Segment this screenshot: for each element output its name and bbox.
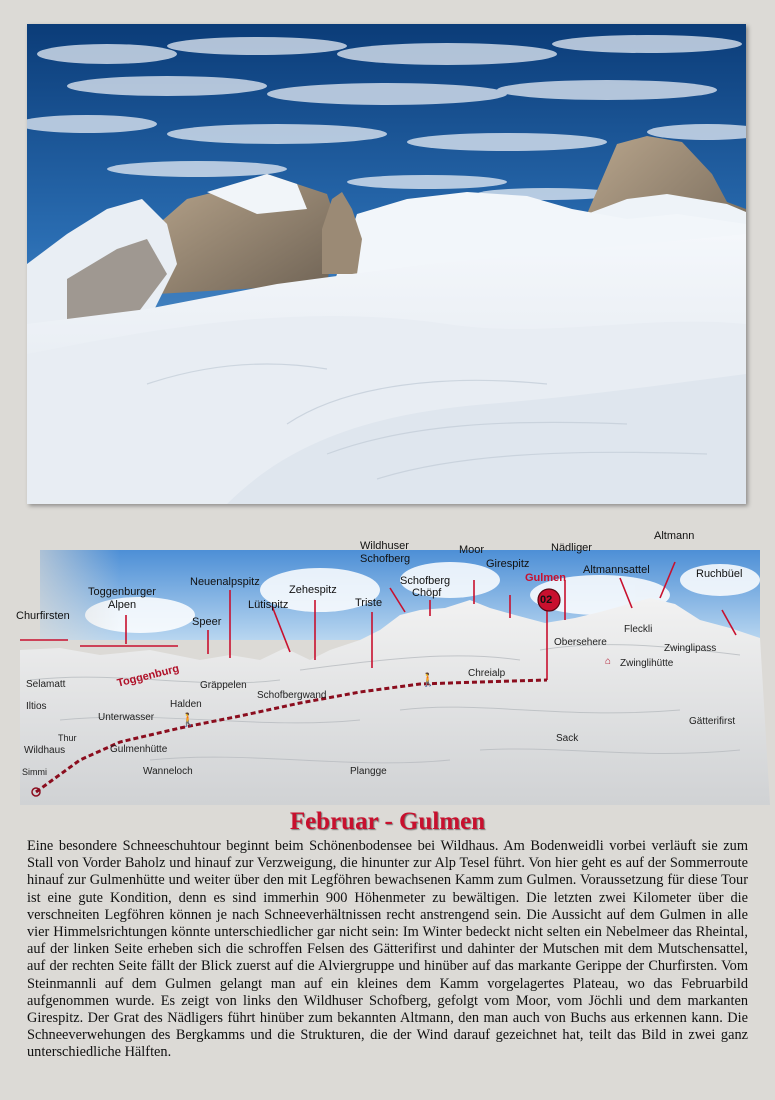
label-halden: Halden xyxy=(170,699,202,710)
route-panorama-map xyxy=(0,520,775,805)
label-obersehere: Obersehere xyxy=(554,637,607,648)
label-wildhuser-schofberg-line2: Schofberg xyxy=(360,553,411,565)
label-schofberg-choepf-line2: Chöpf xyxy=(412,587,442,599)
label-naedliger: Nädliger xyxy=(551,542,592,554)
label-graeppelen: Gräppelen xyxy=(200,680,247,691)
label-gulmenhuette: Gulmenhütte xyxy=(110,744,168,755)
label-toggenburger-alpen-line1: Toggenburger xyxy=(88,586,156,598)
label-luetispitz: Lütispitz xyxy=(248,599,289,611)
label-gaetterifirst: Gätterifirst xyxy=(689,716,736,727)
label-altmannsattel: Altmannsattel xyxy=(583,564,650,576)
label-moor: Moor xyxy=(459,544,485,556)
label-wildhuser-schofberg-line1: Wildhuser xyxy=(360,540,409,552)
label-sack: Sack xyxy=(556,733,579,744)
label-toggenburg: Toggenburg xyxy=(116,662,181,690)
label-zwinglihuette: Zwinglihütte xyxy=(620,658,674,669)
label-chreialp: Chreialp xyxy=(468,668,506,679)
label-neuenalpspitz: Neuenalpspitz xyxy=(190,576,260,588)
hut-icon: ⌂ xyxy=(605,656,612,667)
label-iltios: Iltios xyxy=(26,701,47,712)
label-churfirsten: Churfirsten xyxy=(16,610,70,622)
label-fleckli: Fleckli xyxy=(624,624,653,635)
label-unterwasser: Unterwasser xyxy=(98,712,155,723)
article-body: Eine besondere Schneeschuhtour beginnt beim Schönenbodensee bei Wildhaus. Am Bodenweidli vorbei verläuft sie zum Stall von Vorder Baholz und hinauf zur Verzweigung, die hinunter zur Alp Tesel führt. Von hier geht es auf der Sommerroute hinauf zur Gulmenhütte und weiter über den mit Legföhren bewachsenen Kamm zum Gulmen. Voraussetzung für diese Tour ist eine gute Kondition, denn es sind immerhin 900 Höhenmeter zu bewältigen. Die letzten zwei Kilometer über die verschneiten Legföhren können je nach Schneeverhältnissen recht anstrengend sein. Die Aussicht auf dem Gulmen in alle vier Himmelsrichtungen könnte unterschiedlicher gar nicht sein: Im Winter bedeckt nicht selten ein Nebelmeer das Rheintal, auf der linken Seite erheben sich die schroffen Felsen des Gätterifirst und dahinter der Mutschen mit dem Mutschensattel, auf der rechten Seite fällt der Blick zuerst auf die Alviergruppe und hinüber auf das markante Gerippe der Churfirsten. Vom Steinmannli auf dem Gulmen gelangt man auf ein kleines dem Kamm vorgelagertes Plateau, wo das Februarbild aufgenommen wurde. Es zeigt von links den Wildhuser Schofberg, gefolgt vom Moor, vom Jöchli und dem markanten Girespitz. Der Grat des Nädligers führt hinüber zum bekannten Altmann, den man auch von Buchs aus erkennen kann. Die Schneeverwehungen des Bergkamms und die Strukturen, die der Wind darauf gezeichnet hat, teilt das Bild in zwei ganz unterschiedliche Hälften. xyxy=(27,838,748,1061)
label-zehespitz: Zehespitz xyxy=(289,584,337,596)
label-thur: Thur xyxy=(58,733,77,743)
label-toggenburger-alpen-line2: Alpen xyxy=(108,599,137,611)
article-title: Februar - Gulmen xyxy=(289,808,486,835)
label-plangge: Plangge xyxy=(350,766,387,777)
hiker-icon: 🚶 xyxy=(180,712,197,727)
gulmen-badge: 02 xyxy=(540,594,553,606)
label-zwinglipass: Zwinglipass xyxy=(664,643,717,654)
label-selamatt: Selamatt xyxy=(26,679,66,690)
label-simmi: Simmi xyxy=(22,767,47,777)
label-schofbergwand: Schofbergwand xyxy=(257,690,327,701)
label-wildhaus: Wildhaus xyxy=(24,745,66,756)
label-wanneloch: Wanneloch xyxy=(143,766,193,777)
label-triste: Triste xyxy=(355,597,383,609)
label-schofberg-choepf-line1: Schofberg xyxy=(400,575,451,587)
winter-mountain-photo xyxy=(27,24,746,504)
label-gulmen: Gulmen xyxy=(525,572,566,584)
hiker-icon: 🚶 xyxy=(420,672,437,687)
label-altmann: Altmann xyxy=(654,530,695,542)
label-ruchbuel: Ruchbüel xyxy=(696,568,743,580)
label-speer: Speer xyxy=(192,616,222,628)
label-girespitz: Girespitz xyxy=(486,558,530,570)
